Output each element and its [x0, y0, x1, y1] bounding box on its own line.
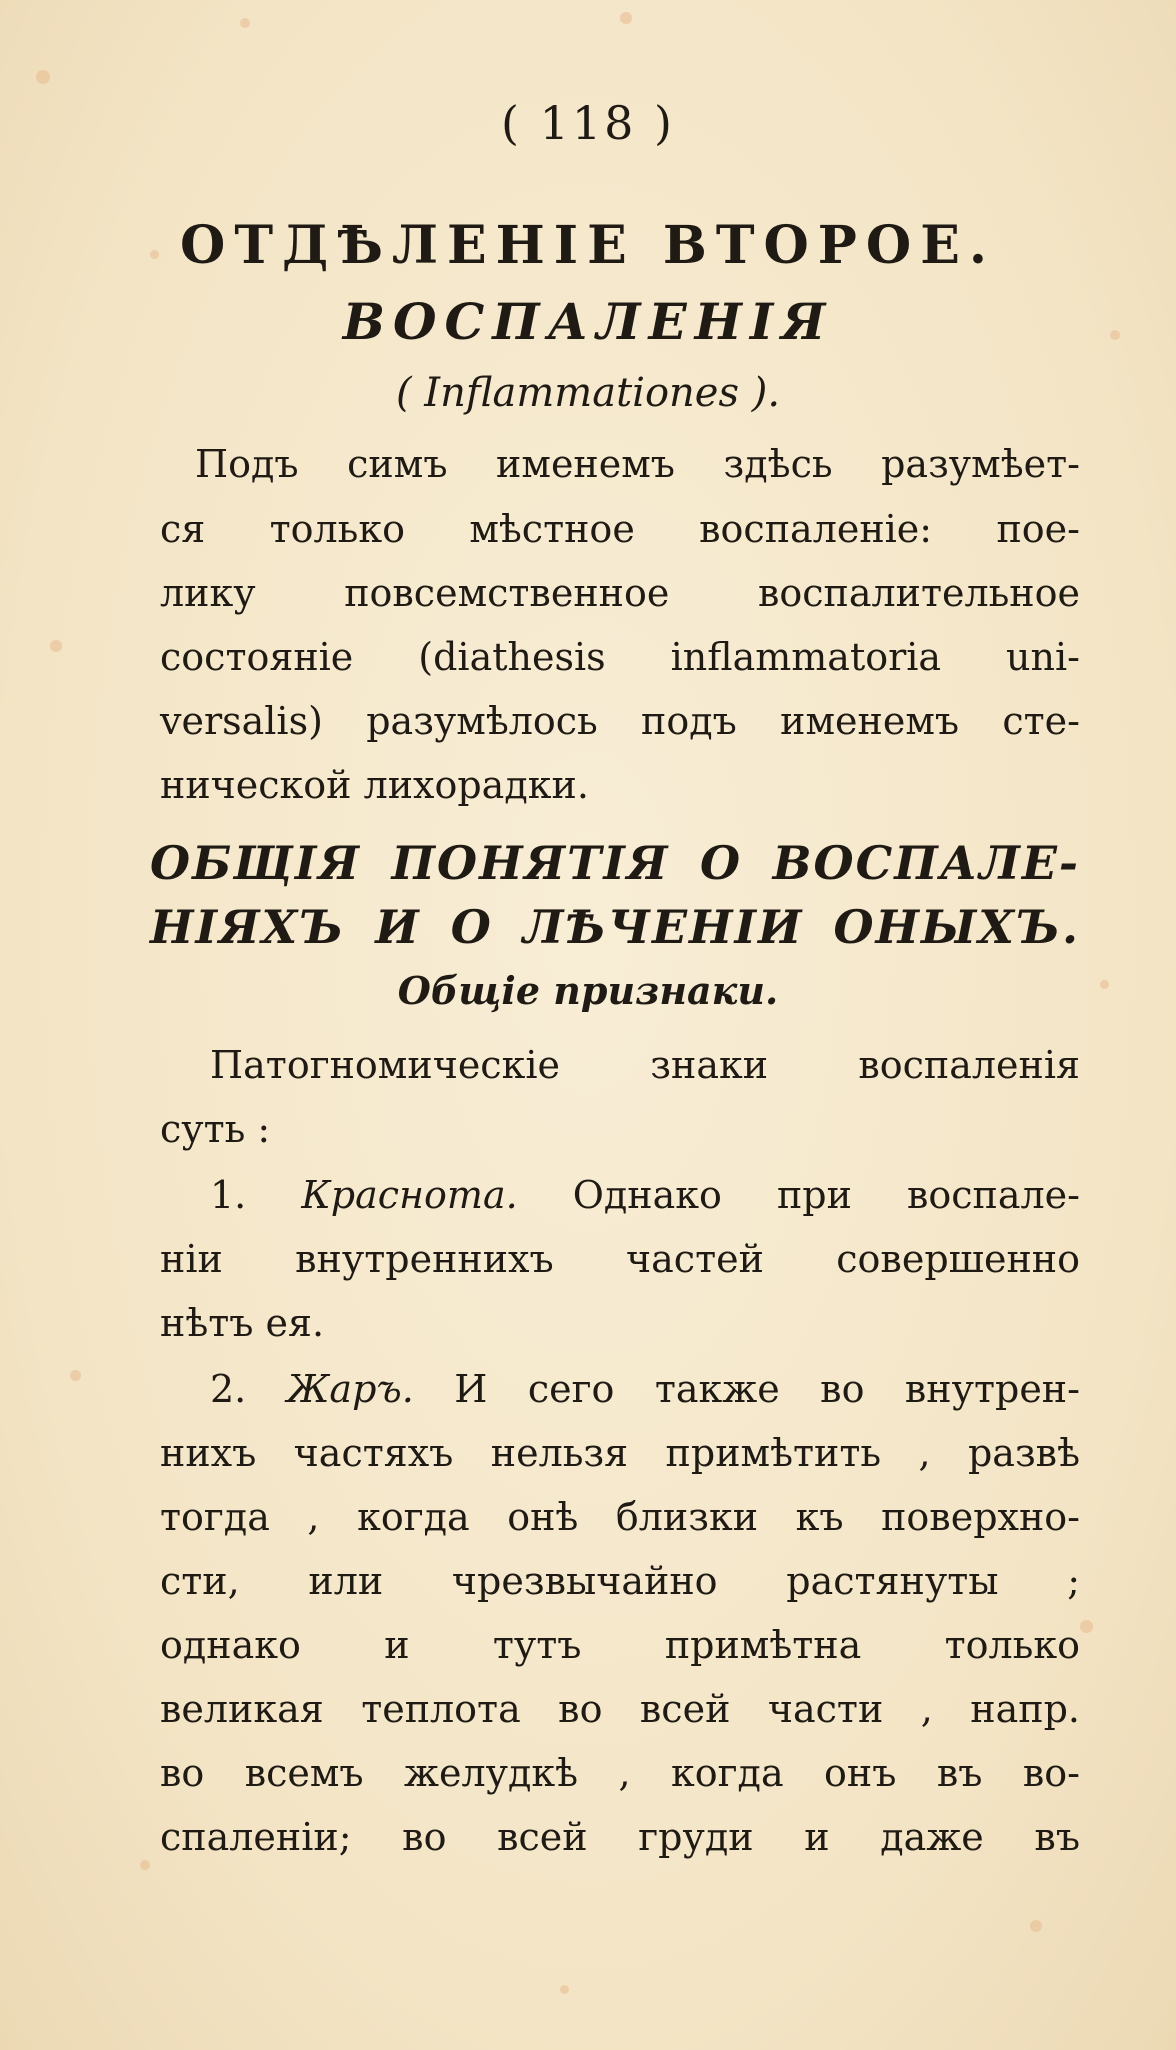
foxing-spot	[50, 640, 62, 652]
foxing-spot	[70, 1370, 81, 1381]
list-item-line: во всемъ желудкѣ , когда онъ въ во-	[160, 1751, 1080, 1795]
foxing-spot	[36, 70, 50, 84]
list-item-line: нихъ частяхъ нельзя примѣтить , развѣ	[160, 1431, 1080, 1475]
item-term: Краснота.	[301, 1173, 518, 1217]
list-item-line: нѣтъ ея.	[160, 1301, 325, 1345]
paragraph-line: Патогномическіе знаки воспаленія	[210, 1043, 1080, 1087]
list-item-first-line	[210, 1367, 1080, 1411]
page-number: ( 118 )	[501, 96, 675, 150]
intro-line: ся только мѣстное воспаленіе: пое-	[160, 507, 1080, 551]
paragraph-line: суть :	[160, 1107, 271, 1151]
foxing-spot	[140, 1860, 150, 1870]
list-item-line: однако и тутъ примѣтна только	[160, 1623, 1080, 1667]
item-text: Однако при воспале-	[572, 1173, 1080, 1217]
section-title: ОТДѢЛЕНІЕ ВТОРОЕ.	[180, 215, 996, 276]
section-heading-line: ОБЩІЯ ПОНЯТІЯ О ВОСПАЛЕ-	[150, 836, 1080, 890]
foxing-spot	[240, 18, 250, 28]
intro-line: лику повсемственное воспалительное	[160, 571, 1080, 615]
section-heading-line: НІЯХЪ И О ЛѢЧЕНІИ ОНЫХЪ.	[150, 900, 1080, 954]
foxing-spot	[1030, 1920, 1042, 1932]
intro-line: Подъ симъ именемъ здѣсь разумѣет-	[195, 442, 1080, 486]
list-item-line: спаленіи; во всей груди и даже въ	[160, 1815, 1080, 1859]
intro-line: состояніе (diathesis inflammatoria uni-	[160, 635, 1080, 679]
intro-line: нической лихорадки.	[160, 763, 589, 807]
latin-title: ( Inflammationes ).	[395, 370, 781, 416]
foxing-spot	[1080, 1620, 1093, 1633]
list-item-line: великая теплота во всей части , напр.	[160, 1687, 1080, 1731]
list-item-first-line	[210, 1173, 1080, 1217]
subheading: Общіе признаки.	[397, 968, 779, 1013]
item-term: Жаръ.	[286, 1367, 414, 1411]
foxing-spot	[620, 12, 632, 24]
list-item-line: сти, или чрезвычайно растянуты ;	[160, 1559, 1080, 1603]
item-text: И сего также во внутрен-	[454, 1367, 1080, 1411]
item-number: 1.	[210, 1173, 247, 1217]
chapter-subtitle: ВОСПАЛЕНІЯ	[342, 292, 834, 351]
intro-line: versalis) разумѣлось подъ именемъ сте-	[160, 699, 1080, 743]
item-number: 2.	[210, 1367, 247, 1411]
list-item-line: тогда , когда онѣ близки къ поверхно-	[160, 1495, 1080, 1539]
foxing-spot	[560, 1985, 569, 1994]
list-item-line: ніи внутреннихъ частей совершенно	[160, 1237, 1080, 1281]
